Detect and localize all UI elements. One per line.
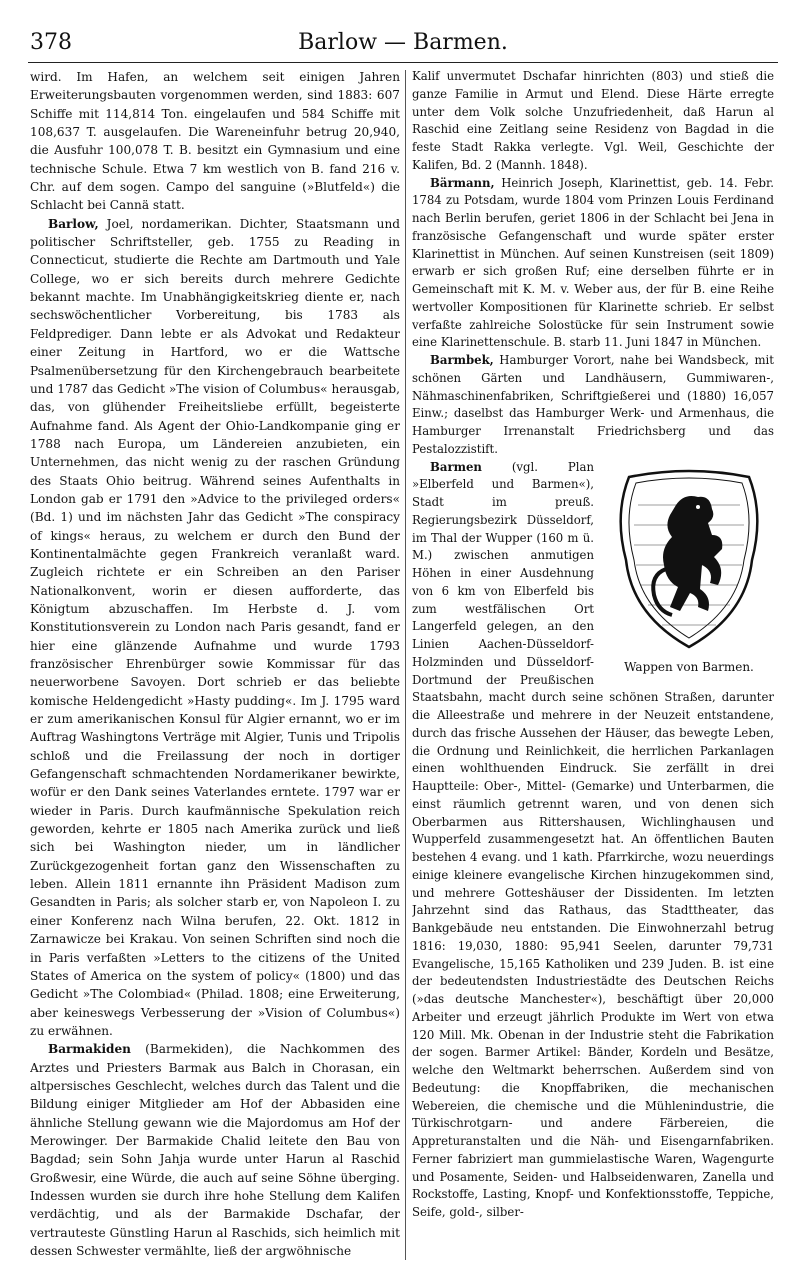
- headword-barmen: Barmen: [430, 459, 482, 474]
- running-title: Barlow — Barmen.: [298, 30, 508, 55]
- column-rule: [405, 70, 406, 1260]
- entry-baermann: [412, 175, 774, 353]
- page-number: 378: [30, 30, 72, 55]
- entry-baermann-text: Heinrich Joseph, Klarinettist, geb. 14. Febr. 1784 zu Potsdam, wurde 1804 vom Prinzen Louis Ferdinand nach Berlin berufen, geriet 1806 in der Schlacht bei Jena in französische Gefangenschaft und wurde später erster Klarinettist in München. Auf seinen Kunstreisen (seit 1809) erwarb er sich großen Ruf; eine derselben führte er in Gemeinschaft mit K. M. v. Weber aus, der für B. eine Reihe wertvoller Kompositionen für Klarinette schrieb. Er selbst verfaßte zahlreiche Solostücke für sein Instrument sowie eine Klarinettenschule. B. starb 11. Juni 1847 in München.: [412, 175, 774, 350]
- entry-barmen-text: (vgl. Plan »Elberfeld und Barmen«), Stadt im preuß. Regierungsbezirk Düsseldorf, im Thal der Wupper (160 m ü. M.) zwischen anmutigen Höhen in einer Ausdehnung von 6 km von Elberfeld bis zum westfälischen Ort Langerfeld gelegen, an den Linien Aachen-Düsseldorf-Holzminden und Düsseldorf-Dortmund der Preußischen Staatsbahn, macht durch seine schönen Straßen, darunter die Alleestraße und mehrere in der Neuzeit entstandene, durch das frische Aussehen der Häuser, das bewegte Leben, die Ordnung und Reinlichkeit, die herrlichen Parkanlagen einen wohlthuenden Eindruck. Sie zerfällt in drei Hauptteile: Ober-, Mittel- (Gemarke) und Unterbarmen, die einst räumlich getrennt waren, und von denen sich Oberbarmen aus Rittershausen, Wichlinghausen und Wupperfeld zusammengesetzt hat. An öffentlichen Bauten bestehen 4 evang. und 1 kath. Pfarrkirche, wozu neuerdings einige kleinere evangelische Kirchen hinzugekommen sind, und mehrere Gotteshäuser der Dissidenten. Im letzten Jahrzehnt sind das Rathaus, das Stadttheater, das Bankgebäude neu entstanden. Die Einwohnerzahl betrug 1816: 19,030, 1880: 95,941 Seelen, darunter 79,731 Evangelische, 15,165 Katholiken und 239 Juden. B. ist eine der bedeutendsten Industriestädte des Deutschen Reichs (»das deutsche Manchester«), beschäftigt über 20,000 Arbeiter und erzeugt jährlich Produkte im Wert von etwa 120 Mill. Mk. Obenan in der Industrie steht die Fabrikation der sogen. Barmer Artikel: Bänder, Kordeln und Besätze, welche den Weltmarkt beherrschen. Außerdem sind von Bedeutung: die Knopffabriken, die mechanischen Webereien, die chemische und die Mühlenindustrie, die Türkischrotgarn- und andere Färbereien, die Appreturanstalten und die Näh- und Eisengarnfabriken. Ferner fabriziert man gummielastische Waren, Wagengurte und Posamente, Seiden- und Halbseidenwaren, Zanella und Rockstoffe, Lasting, Knopf- und Konfektionsstoffe, Teppiche, Seife, gold-, silber-: [412, 459, 774, 1219]
- entry-barmakiden-text: (Barmekiden), die Nachkommen des Arztes und Priesters Barmak aus Balch in Chorasan, ein altpersisches Geschlecht, welches durch das Talent und die Bildung einiger Mitglieder am Hof der Abbasiden eine ähnliche Stellung gewann wie die Majordomus am Hof der Merowinger. Der Barmakide Chalid leitete den Bau von Bagdad; sein Sohn Jahja wurde unter Harun al Raschid Großwesir, eine Würde, die auch auf seine Söhne überging. Indessen wurden sie durch ihre hohe Stellung dem Kalifen verdächtig, und als der Barmakide Dschafar, der vertrauteste Günstling Harun al Raschids, sich heimlich mit dessen Schwester vermählte, ließ der argwöhnische: [30, 1042, 400, 1258]
- entry-barlow-text: Joel, nordamerikan. Dichter, Staatsmann und politischer Schriftsteller, geb. 1755 zu Reading in Connecticut, studierte die Rechte am Dartmouth und Yale College, wo er sich bereits durch mehrere Gedichte bekannt machte. Im Unabhängigkeitskrieg diente er, nach sechswöchentlicher Vorbereitung, bis 1783 als Feldprediger. Dann lebte er als Advokat und Redakteur einer Zeitung in Hartford, wo er die Wattsche Psalmenübersetzung für den Kirchengebrauch bearbeitete und 1787 das Gedicht »The vision of Columbus« herausgab, das, von glühender Freiheitsliebe erfüllt, begeisterte Aufnahme fand. Als Agent der Ohio-Landkompanie ging er 1788 nach Europa, um Ländereien anzubieten, ein Unternehmen, das nicht wenig zu der raschen Gründung des Staats Ohio beitrug. Während seines Aufenthalts in London gab er 1791 den »Advice to the privileged orders« (Bd. 1) und im nächsten Jahr das Gedicht »The conspiracy of kings« heraus, zu welchem er durch den Bund der Kontinentalmächte gegen Frankreich veranlaßt ward. Zugleich richtete er ein Schreiben an den Pariser Nationalkonvent, worin er diesen aufforderte, das Königtum abzuschaffen. Im Herbste d. J. vom Konstitutionsverein zu London nach Paris gesandt, fand er hier eine glänzende Aufnahme und wurde 1793 französischer Ehrenbürger sowie Kommissar für das neuerworbene Savoyen. Dort schrieb er das beliebte komische Heldengedicht »Hasty pudding«. Im J. 1795 ward er zum amerikanischen Konsul für Algier ernannt, wo er im Auftrag Washingtons Verträge mit Algier, Tunis und Tripolis schloß und die Freilassung der noch in dortiger Gefangenschaft schmachtenden Nordamerikaner bewirkte, wofür er den Dank seines Vaterlandes erntete. 1797 war er wieder in Paris. Durch kaufmännische Spekulation reich geworden, kehrte er 1805 nach Amerika zurück und ließ sich bei Washington nieder, um in ländlicher Zurückgezogenheit fortan ganz den Wissenschaften zu leben. Allein 1811 ernannte ihn Präsident Madison zum Gesandten in Paris; als solcher starb er, von Napoleon I. zu einer Konferenz nach Wilna berufen, 22. Okt. 1812 in Zarnawicze bei Krakau. Von seinen Schriften sind noch die in Paris verfaßten »Letters to the citizens of the United States of America on the system of policy« (1800) und das Gedicht »The Colombiad« (Philad. 1808; eine Erweiterung, aber keineswegs Verbesserung der »Vision of Columbus«) zu erwähnen.: [30, 216, 400, 1038]
- entry-continuation: wird. Im Hafen, an welchem seit einigen Jahren Erweiterungsbauten vorgenommen werden, sind 1883: 607 Schiffe mit 114,814 Ton. eingelaufen und 584 Schiffe mit 108,637 T. ausgelaufen. Die Wareneinfuhr betrug 20,940, die Ausfuhr 100,078 T. B. besitzt ein Gymnasium und eine technische Schule. Etwa 7 km westlich von B. fand 216 v. Chr. auf dem sogen. Campo del sanguine (»Blutfeld«) die Schlacht bei Cannä statt.: [30, 70, 400, 213]
- coat-of-arms-caption: Wappen von Barmen.: [624, 659, 754, 674]
- coat-of-arms-icon: [614, 465, 764, 655]
- entry-barmakiden-continuation: Kalif unvermutet Dschafar hinrichten (803) und stieß die ganze Familie in Armut und Elend. Diese Härte erregte unter dem Volk solche Unzufriedenheit, daß Harun al Raschid eine Zeitlang seine Residenz von Bagdad in die feste Stadt Rakka verlegte. Vgl. Weil, Geschichte der Kalifen, Bd. 2 (Mannh. 1848).: [412, 69, 774, 172]
- left-column: [30, 68, 400, 1263]
- headword-barlow: Barlow,: [48, 216, 99, 231]
- entry-barmbek: [412, 352, 774, 459]
- coat-of-arms-figure: [604, 465, 774, 685]
- right-column: [412, 68, 774, 1263]
- headword-barmakiden: Barmakiden: [48, 1042, 131, 1057]
- entry-barlow: [30, 215, 400, 1040]
- entry-barmakiden: [30, 1040, 400, 1260]
- headword-barmbek: Barmbek,: [430, 353, 494, 367]
- headword-baermann: Bärmann,: [430, 175, 495, 190]
- entry-barmbek-text: Hamburger Vorort, nahe bei Wandsbeck, mit schönen Gärten und Landhäusern, Gummiwaren-, Nähmaschinenfabriken, Schriftgießerei und (1880) 16,057 Einw.; daselbst das Hamburger Werk- und Armenhaus, die Hamburger Irrenanstalt Friedrichsberg und das Pestalozzistift.: [412, 353, 774, 456]
- page-header: [28, 24, 778, 63]
